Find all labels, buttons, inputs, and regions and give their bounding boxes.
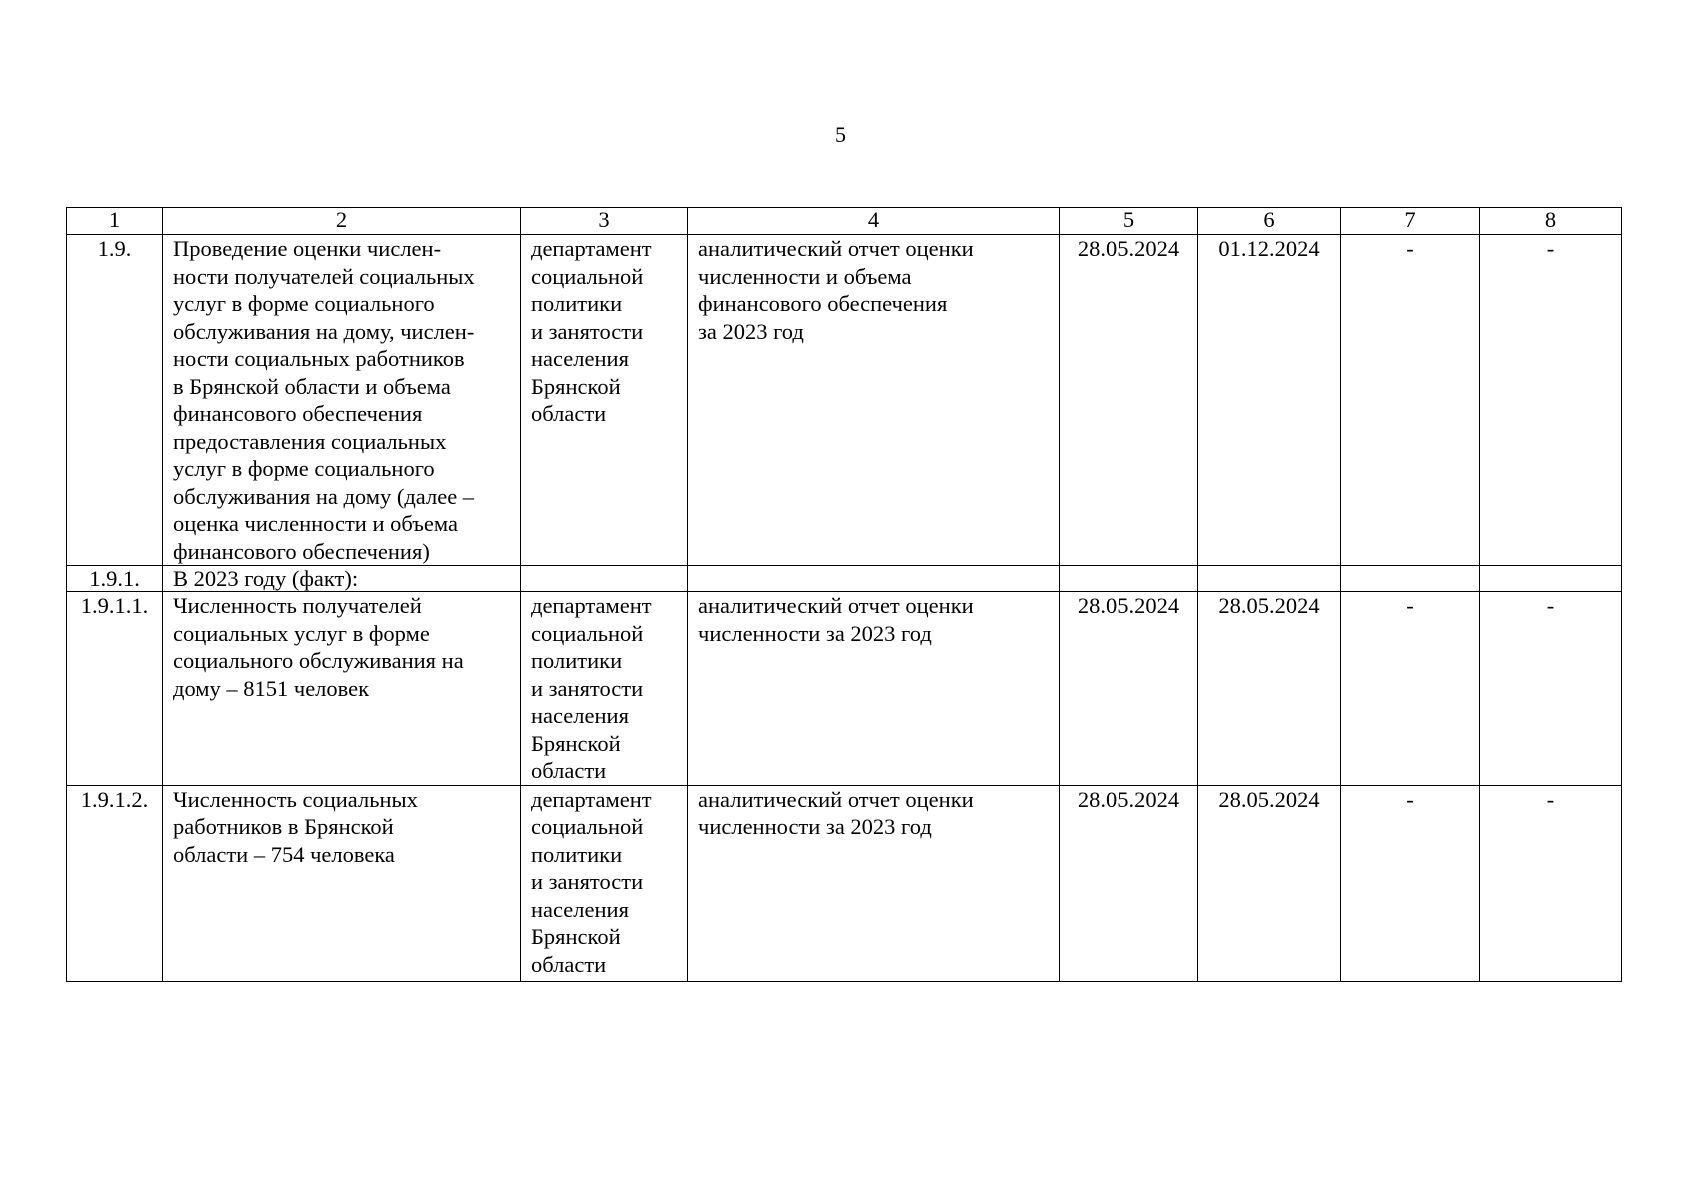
activities-table	[66, 207, 1622, 982]
table-header-row	[67, 208, 1622, 235]
column-8-value	[1480, 566, 1622, 592]
start-date: 28.05.2024	[1060, 592, 1198, 786]
column-number-header: 5	[1060, 208, 1198, 235]
column-number-header: 2	[163, 208, 521, 235]
end-date	[1198, 566, 1341, 592]
column-number-header: 6	[1198, 208, 1341, 235]
start-date: 28.05.2024	[1060, 785, 1198, 981]
item-description: Численность получателей социальных услуг в форме социального обслуживания на дому – 8151 человек	[163, 592, 521, 786]
responsible-executor	[521, 566, 688, 592]
item-number: 1.9.1.1.	[67, 592, 163, 786]
item-description: В 2023 году (факт):	[163, 566, 521, 592]
table-row	[67, 566, 1622, 592]
responsible-executor: департамент социальной политики и занятости населения Брянской области	[521, 592, 688, 786]
item-description: Проведение оценки числен- ности получателей социальных услуг в форме социального обслуживания на дому, числен- ности социальных работников в Брянской области и объема финансового обеспечения предоставления социальных услуг в форме социального обслуживания на дому (далее – оценка численности и объема финансового обеспечения)	[163, 235, 521, 566]
item-number: 1.9.1.	[67, 566, 163, 592]
column-8-value: -	[1480, 785, 1622, 981]
table-row	[67, 235, 1622, 566]
column-number-header: 4	[688, 208, 1060, 235]
start-date	[1060, 566, 1198, 592]
responsible-executor: департамент социальной политики и занятости населения Брянской области	[521, 785, 688, 981]
table-row	[67, 785, 1622, 981]
column-7-value: -	[1341, 592, 1480, 786]
item-description: Численность социальных работников в Брянской области – 754 человека	[163, 785, 521, 981]
end-date: 01.12.2024	[1198, 235, 1341, 566]
column-number-header: 1	[67, 208, 163, 235]
expected-result: аналитический отчет оценки численности и объема финансового обеспечения за 2023 год	[688, 235, 1060, 566]
responsible-executor: департамент социальной политики и занятости населения Брянской области	[521, 235, 688, 566]
column-number-header: 8	[1480, 208, 1622, 235]
column-number-header: 3	[521, 208, 688, 235]
end-date: 28.05.2024	[1198, 592, 1341, 786]
column-7-value: -	[1341, 785, 1480, 981]
column-7-value: -	[1341, 235, 1480, 566]
table-row	[67, 592, 1622, 786]
end-date: 28.05.2024	[1198, 785, 1341, 981]
column-7-value	[1341, 566, 1480, 592]
item-number: 1.9.	[67, 235, 163, 566]
item-number: 1.9.1.2.	[67, 785, 163, 981]
start-date: 28.05.2024	[1060, 235, 1198, 566]
expected-result: аналитический отчет оценки численности за 2023 год	[688, 785, 1060, 981]
page-number: 5	[835, 122, 846, 147]
column-8-value: -	[1480, 235, 1622, 566]
column-8-value: -	[1480, 592, 1622, 786]
expected-result	[688, 566, 1060, 592]
expected-result: аналитический отчет оценки численности за 2023 год	[688, 592, 1060, 786]
column-number-header: 7	[1341, 208, 1480, 235]
